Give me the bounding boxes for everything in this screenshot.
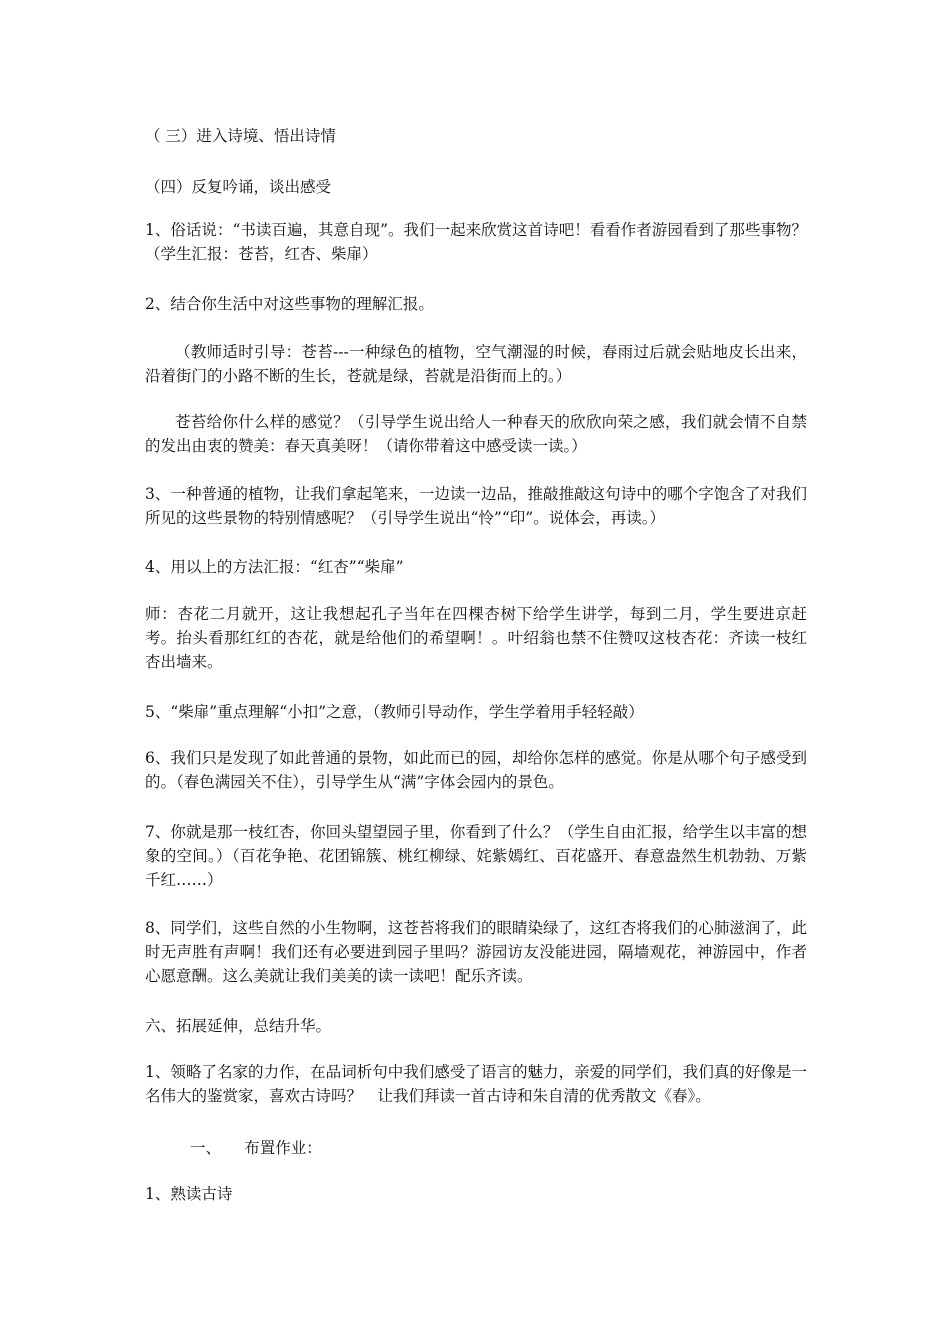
paragraph-4: 4、用以上的方法汇报：“红杏”“柴扉” [145, 558, 404, 576]
paragraph-7: 7、你就是那一枝红杏，你回头望望园子里，你看到了什么？（学生自由汇报，给学生以丰富的想象的空间。）（百花争艳、花团锦簇、桃红柳绿、姹紫嫣红、百花盛开、春意盎然生机勃勃、万紫千红……） [145, 823, 807, 889]
paragraph-teacher-apricot: 师：杏花二月就开，这让我想起孔子当年在四棵杏树下给学生讲学，每到二月，学生要进京赶考。抬头看那红红的杏花，就是给他们的希望啊！。叶绍翁也禁不住赞叹这枝杏花：齐读一枝红杏出墙来。 [145, 605, 807, 671]
paragraph-moss-feeling: 苍苔给你什么样的感觉？（引导学生说出给人一种春天的欣欣向荣之感，我们就会情不自禁的发出由衷的赞美：春天真美呀！（请你带着这中感受读一读。） [145, 413, 807, 455]
paragraph-2: 2、结合你生活中对这些事物的理解汇报。 [145, 295, 434, 313]
paragraph-3: 3、一种普通的植物，让我们拿起笔来，一边读一边品，推敲推敲这句诗中的哪个字饱含了对我们所见的这些景物的特别情感呢？（引导学生说出“怜”“印”。说体会，再读。） [145, 485, 807, 527]
section-heading-3: （ 三）进入诗境、悟出诗情 [145, 127, 336, 145]
paragraph-teacher-guide: （教师适时引导：苍苔---一种绿色的植物，空气潮湿的时候，春雨过后就会贴地皮长出来，沿着街门的小路不断的生长，苍就是绿，苔就是沿街而上的。） [145, 343, 807, 385]
homework-item-1: 1、熟读古诗 [145, 1185, 233, 1203]
paragraph-5: 5、“柴扉”重点理解“小扣”之意，（教师引导动作，学生学着用手轻轻敲） [145, 703, 644, 721]
paragraph-extension-1: 1、领略了名家的力作，在品词析句中我们感受了语言的魅力，亲爱的同学们，我们真的好像是一名伟大的鉴赏家，喜欢古诗吗？ 让我们拜读一首古诗和朱自清的优秀散文《春》。 [145, 1063, 807, 1105]
section-heading-homework: 一、 布置作业： [190, 1139, 322, 1157]
section-heading-6: 六、拓展延伸，总结升华。 [145, 1017, 332, 1035]
paragraph-1: 1、俗话说：“书读百遍，其意自现”。我们一起来欣赏这首诗吧！看看作者游园看到了那些事物？（学生汇报：苍苔，红杏、柴扉） [145, 221, 807, 263]
paragraph-8: 8、同学们，这些自然的小生物啊，这苍苔将我们的眼睛染绿了，这红杏将我们的心肺滋润了，此时无声胜有声啊！我们还有必要进到园子里吗？游园访友没能进园，隔墙观花，神游园中，作者心愿意酬。这么美就让我们美美的读一读吧！配乐齐读。 [145, 919, 807, 985]
paragraph-6: 6、我们只是发现了如此普通的景物，如此而已的园，却给你怎样的感觉。你是从哪个句子感受到的。（春色满园关不住），引导学生从“满”字体会园内的景色。 [145, 749, 807, 791]
section-heading-4: （四）反复吟诵，谈出感受 [145, 178, 332, 196]
